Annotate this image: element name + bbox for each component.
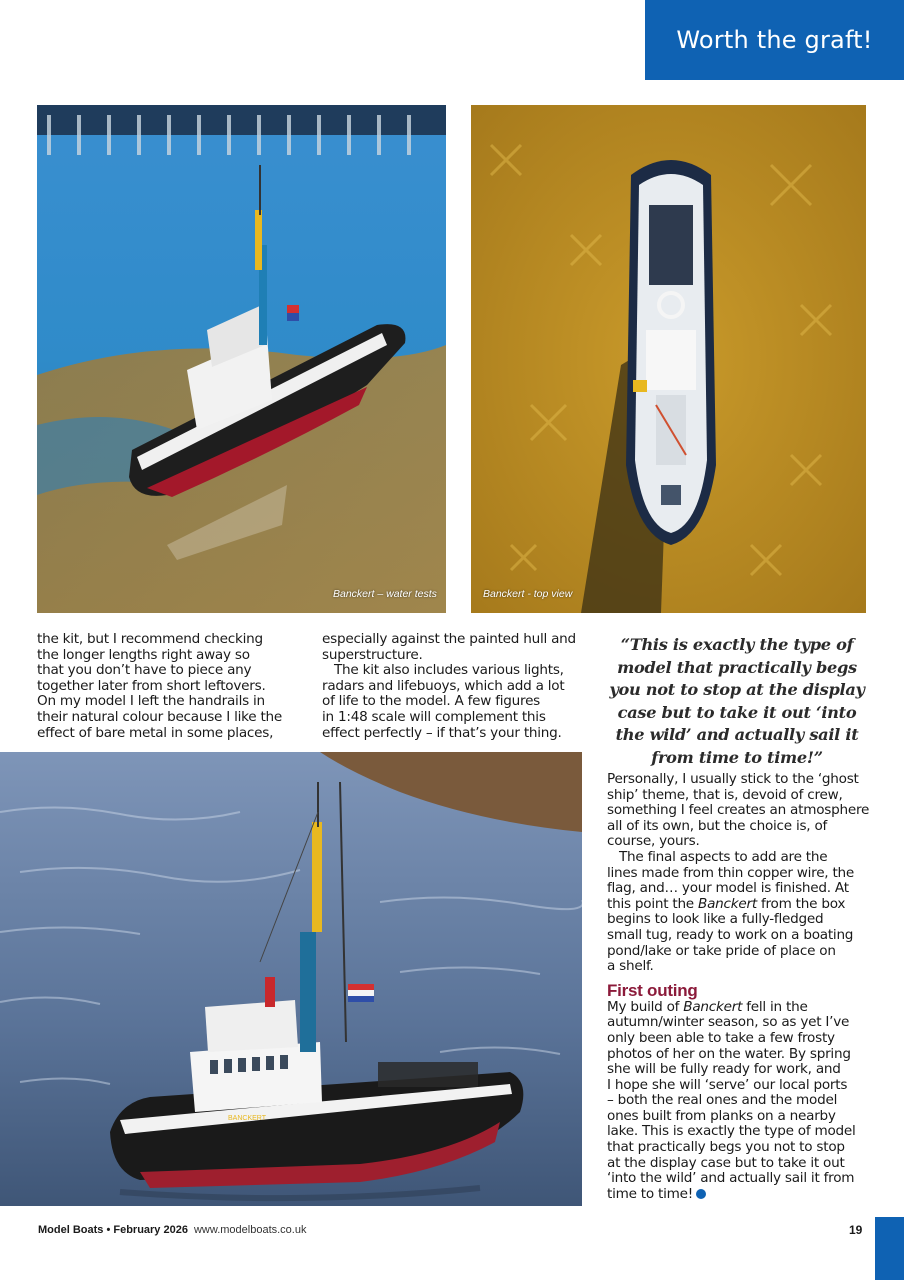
tug-boat-photo [37,105,446,613]
col3-line: she will be fully ready for work, and [607,1061,841,1078]
footer-url[interactable]: www.modelboats.co.uk [193,1224,307,1236]
col1-line: the kit, but I recommend checking [37,631,263,647]
photo-water-tests [37,105,446,613]
photo-caption-top-view: Banckert - top view [483,588,573,600]
hull-name-plate: BANCKERT [228,1115,266,1122]
col3-line: Personally, I usually stick to the ‘ghost [607,771,859,787]
col3-text: My build of [607,998,684,1015]
col2-line: of life to the model. A few figures [322,693,541,710]
boat-name-italic: Banckert [698,895,757,912]
col3-text: this point the [607,895,698,912]
col3-line: The final aspects to add are the [619,848,828,865]
col3-line: pond/lake or take pride of place on [607,942,836,959]
col3-line: I hope she will ‘serve’ our local ports [607,1076,848,1093]
col3-line: something I feel creates an atmosphere [607,802,870,819]
pull-quote: “This is exactly the type of model that practically begs you not to stop at the display case but to take it out ‘into the wild’ and actually sail it from time to time!” [609,635,865,767]
page-accent-bar [875,1217,904,1280]
col3-text: from the box [756,895,846,912]
end-mark-icon [696,1189,706,1199]
col3-line: photos of her on the water. By spring [607,1045,851,1062]
photo-caption-water-tests: Banckert – water tests [333,588,437,600]
col3-line: ‘into the wild’ and actually sail it from [607,1170,855,1187]
col1-line: together later from short leftovers. [37,677,266,694]
col3-line: ship’ theme, that is, devoid of crew, [607,786,843,803]
col1-line: their natural colour because I like the [37,708,283,725]
col3-line: a shelf. [607,958,654,975]
col3-line: ones built from planks on a nearby [607,1107,836,1124]
subhead-first-outing: First outing [607,980,698,1000]
col2-line: radars and lifebuoys, which add a lot [322,677,565,694]
col1-line: the longer lengths right away so [37,646,250,663]
tug-boat-topview-photo [471,105,866,613]
tug-boat-sailing-photo [0,752,582,1206]
photo-sailing [0,752,582,1206]
col1-line: that you don’t have to piece any [37,662,252,679]
col3-line: that practically begs you not to stop [607,1139,845,1156]
text-column-2 [322,632,592,741]
boat-name-italic: Banckert [683,998,743,1015]
col3-line [607,1000,872,1016]
col3-text: fell in the [742,998,808,1015]
page-number: 19 [849,1223,863,1237]
col2-line: The kit also includes various lights, [334,662,564,679]
col3-line: all of its own, but the choice is, of [607,817,828,834]
col3-line: autumn/winter season, so as yet I’ve [607,1014,850,1031]
col3-line: small tug, ready to work on a boating [607,926,854,943]
col3-line: at the display case but to take it out [607,1154,845,1171]
col2-line: in 1:48 scale will complement this [322,708,546,725]
col3-line: only been able to take a few frosty [607,1029,835,1046]
col3-line [607,897,872,913]
col3-text: time to time! [607,1185,693,1202]
col3-line: – both the real ones and the model [607,1092,838,1109]
col3-line: begins to look like a fully-fledged [607,911,824,928]
col1-line: On my model I left the handrails in [37,693,265,710]
col2-line: superstructure. [322,646,423,663]
col1-line: effect of bare metal in some places, [37,724,274,741]
col3-line: lines made from thin copper wire, the [607,864,855,881]
col3-line: flag, and… your model is finished. At [607,880,849,897]
photo-top-view [471,105,866,613]
footer-publication: Model Boats • February 2026 [38,1224,188,1236]
text-column-3 [607,772,872,1202]
col3-line [607,1187,872,1203]
footer [38,1224,306,1236]
col3-line: course, yours. [607,833,700,850]
text-column-1 [37,632,307,741]
col2-line: especially against the painted hull and [322,631,576,647]
col2-line: effect perfectly – if that’s your thing. [322,724,562,741]
col3-line: lake. This is exactly the type of model [607,1123,856,1140]
section-tag: Worth the graft! [645,0,904,80]
